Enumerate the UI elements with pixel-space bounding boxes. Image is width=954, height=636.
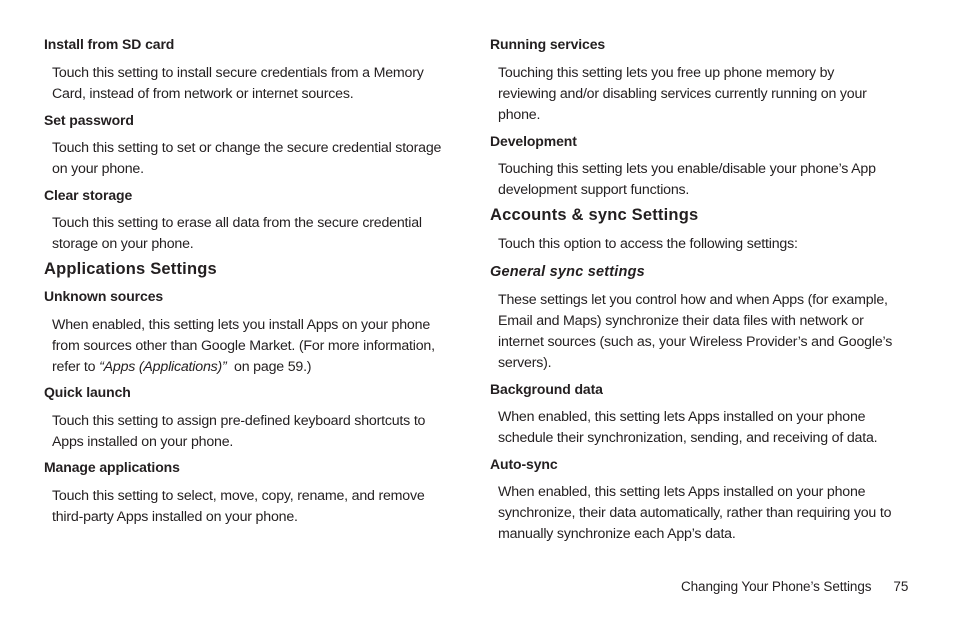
- text-line: schedule their synchronization, sending, and receiving of data.: [498, 430, 878, 446]
- text-line: Touch this setting to erase all data from the secure credential: [52, 215, 422, 231]
- background-data-text: [498, 407, 877, 449]
- manage-applications-text: [52, 486, 425, 528]
- accounts-sync-text: [498, 234, 798, 255]
- apps-cross-reference-link[interactable]: “Apps (Applications)”: [99, 359, 227, 375]
- text-line: servers).: [498, 355, 552, 371]
- text-line: Card, instead of from network or internet sources.: [52, 86, 354, 102]
- text-line: storage on your phone.: [52, 236, 194, 252]
- set-password-text: [52, 138, 441, 180]
- text-line: internet sources (such as, your Wireless Provider’s and Google’s: [498, 334, 893, 350]
- development-text: [498, 159, 876, 201]
- text-line: Touching this setting lets you enable/disable your phone’s App: [498, 161, 876, 177]
- set-password-heading: Set password: [44, 112, 134, 128]
- text-line: These settings let you control how and when Apps (for example,: [498, 292, 888, 308]
- applications-settings-heading: Applications Settings: [44, 260, 217, 278]
- unknown-sources-text: [52, 315, 435, 378]
- auto-sync-text: [498, 482, 891, 545]
- text-fragment: on page 59.): [226, 359, 312, 375]
- text-line: When enabled, this setting lets you install Apps on your phone: [52, 317, 431, 333]
- auto-sync-heading: Auto-sync: [490, 456, 558, 472]
- text-line: third-party Apps installed on your phone.: [52, 509, 298, 525]
- text-line: Touch this setting to set or change the secure credential storage: [52, 140, 442, 156]
- quick-launch-heading: Quick launch: [44, 384, 131, 400]
- text-line: from sources other than Google Market. (For more information,: [52, 338, 435, 354]
- general-sync-text: [498, 290, 892, 374]
- text-line: synchronize, their data automatically, rather than requiring you to: [498, 505, 892, 521]
- clear-storage-heading: Clear storage: [44, 187, 133, 203]
- page-number: 75: [893, 579, 909, 594]
- quick-launch-text: [52, 411, 425, 453]
- text-line: reviewing and/or disabling services currently running on your: [498, 86, 867, 102]
- text-line: Touch this option to access the following settings:: [498, 236, 798, 252]
- unknown-sources-heading: Unknown sources: [44, 288, 164, 304]
- install-from-sd-text: [52, 63, 424, 105]
- general-sync-heading: General sync settings: [490, 264, 645, 280]
- text-line: Apps installed on your phone.: [52, 434, 234, 450]
- text-line: development support functions.: [498, 182, 690, 198]
- text-line: Touch this setting to assign pre-defined keyboard shortcuts to: [52, 413, 426, 429]
- text-line: manually synchronize each App’s data.: [498, 526, 736, 542]
- text-line: Email and Maps) synchronize their data files with network or: [498, 313, 864, 329]
- install-from-sd-heading: Install from SD card: [44, 36, 175, 52]
- text-line: on your phone.: [52, 161, 144, 177]
- page-footer: [681, 579, 908, 594]
- text-fragment: refer to: [52, 359, 100, 375]
- text-line: [52, 357, 435, 378]
- development-heading: Development: [490, 133, 577, 149]
- text-line: Touching this setting lets you free up phone memory by: [498, 65, 835, 81]
- running-services-text: [498, 63, 867, 126]
- text-line: When enabled, this setting lets Apps installed on your phone: [498, 484, 866, 500]
- footer-section-title: Changing Your Phone’s Settings: [681, 579, 872, 594]
- background-data-heading: Background data: [490, 381, 603, 397]
- text-line: Touch this setting to select, move, copy, rename, and remove: [52, 488, 425, 504]
- accounts-sync-heading: Accounts & sync Settings: [490, 206, 699, 224]
- running-services-heading: Running services: [490, 36, 606, 52]
- manage-applications-heading: Manage applications: [44, 459, 180, 475]
- text-line: phone.: [498, 107, 541, 123]
- text-line: Touch this setting to install secure credentials from a Memory: [52, 65, 424, 81]
- clear-storage-text: [52, 213, 422, 255]
- text-line: When enabled, this setting lets Apps installed on your phone: [498, 409, 866, 425]
